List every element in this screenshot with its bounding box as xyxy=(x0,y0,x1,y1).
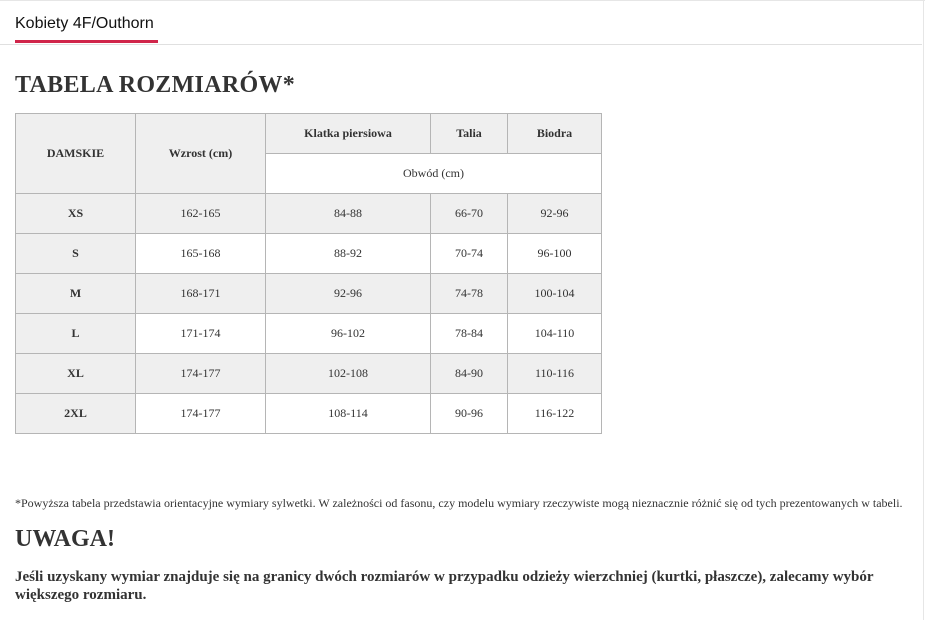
size-cell: L xyxy=(16,314,136,354)
talia-cell: 74-78 xyxy=(431,274,508,314)
talia-cell: 78-84 xyxy=(431,314,508,354)
size-cell: S xyxy=(16,234,136,274)
table-row xyxy=(16,394,602,434)
warning-heading: UWAGA! xyxy=(15,526,115,552)
header-damskie: DAMSKIE xyxy=(16,114,136,194)
biodra-cell: 110-116 xyxy=(508,354,602,394)
header-wzrost: Wzrost (cm) xyxy=(136,114,266,194)
right-border xyxy=(923,0,924,620)
table-row xyxy=(16,194,602,234)
size-cell: 2XL xyxy=(16,394,136,434)
subheader-obwod: Obwód (cm) xyxy=(266,154,602,194)
table-row xyxy=(16,314,602,354)
header-biodra: Biodra xyxy=(508,114,602,154)
warning-text: Jeśli uzyskany wymiar znajduje się na granicy dwóch rozmiarów w przypadku odzieży wierzchniej (kurtki, płaszcze), zalecamy wybór większego rozmiaru. xyxy=(15,569,874,603)
size-cell: XL xyxy=(16,354,136,394)
wzrost-cell: 168-171 xyxy=(136,274,266,314)
talia-cell: 66-70 xyxy=(431,194,508,234)
talia-cell: 84-90 xyxy=(431,354,508,394)
header-klatka: Klatka piersiowa xyxy=(266,114,431,154)
klatka-cell: 84-88 xyxy=(266,194,431,234)
klatka-cell: 96-102 xyxy=(266,314,431,354)
wzrost-cell: 162-165 xyxy=(136,194,266,234)
size-cell: XS xyxy=(16,194,136,234)
table-row xyxy=(16,234,602,274)
talia-cell: 70-74 xyxy=(431,234,508,274)
wzrost-cell: 174-177 xyxy=(136,354,266,394)
biodra-cell: 100-104 xyxy=(508,274,602,314)
biodra-cell: 104-110 xyxy=(508,314,602,354)
klatka-cell: 108-114 xyxy=(266,394,431,434)
wzrost-cell: 174-177 xyxy=(136,394,266,434)
tab-bar xyxy=(0,0,922,45)
talia-cell: 90-96 xyxy=(431,394,508,434)
wzrost-cell: 165-168 xyxy=(136,234,266,274)
header-talia: Talia xyxy=(431,114,508,154)
table-row xyxy=(16,354,602,394)
size-table xyxy=(15,113,602,434)
page-title: TABELA ROZMIARÓW* xyxy=(15,72,296,98)
wzrost-cell: 171-174 xyxy=(136,314,266,354)
table-footnote: *Powyższa tabela przedstawia orientacyjne wymiary sylwetki. W zależności od fasonu, czy modelu wymiary rzeczywiste mogą nieznacznie różnić się od tych prezentowanych w tabeli. xyxy=(15,496,903,510)
klatka-cell: 92-96 xyxy=(266,274,431,314)
klatka-cell: 102-108 xyxy=(266,354,431,394)
biodra-cell: 96-100 xyxy=(508,234,602,274)
tab-kobiety[interactable]: Kobiety 4F/Outhorn xyxy=(15,14,158,43)
biodra-cell: 92-96 xyxy=(508,194,602,234)
klatka-cell: 88-92 xyxy=(266,234,431,274)
table-row xyxy=(16,274,602,314)
biodra-cell: 116-122 xyxy=(508,394,602,434)
table-header-row xyxy=(16,114,602,154)
size-cell: M xyxy=(16,274,136,314)
